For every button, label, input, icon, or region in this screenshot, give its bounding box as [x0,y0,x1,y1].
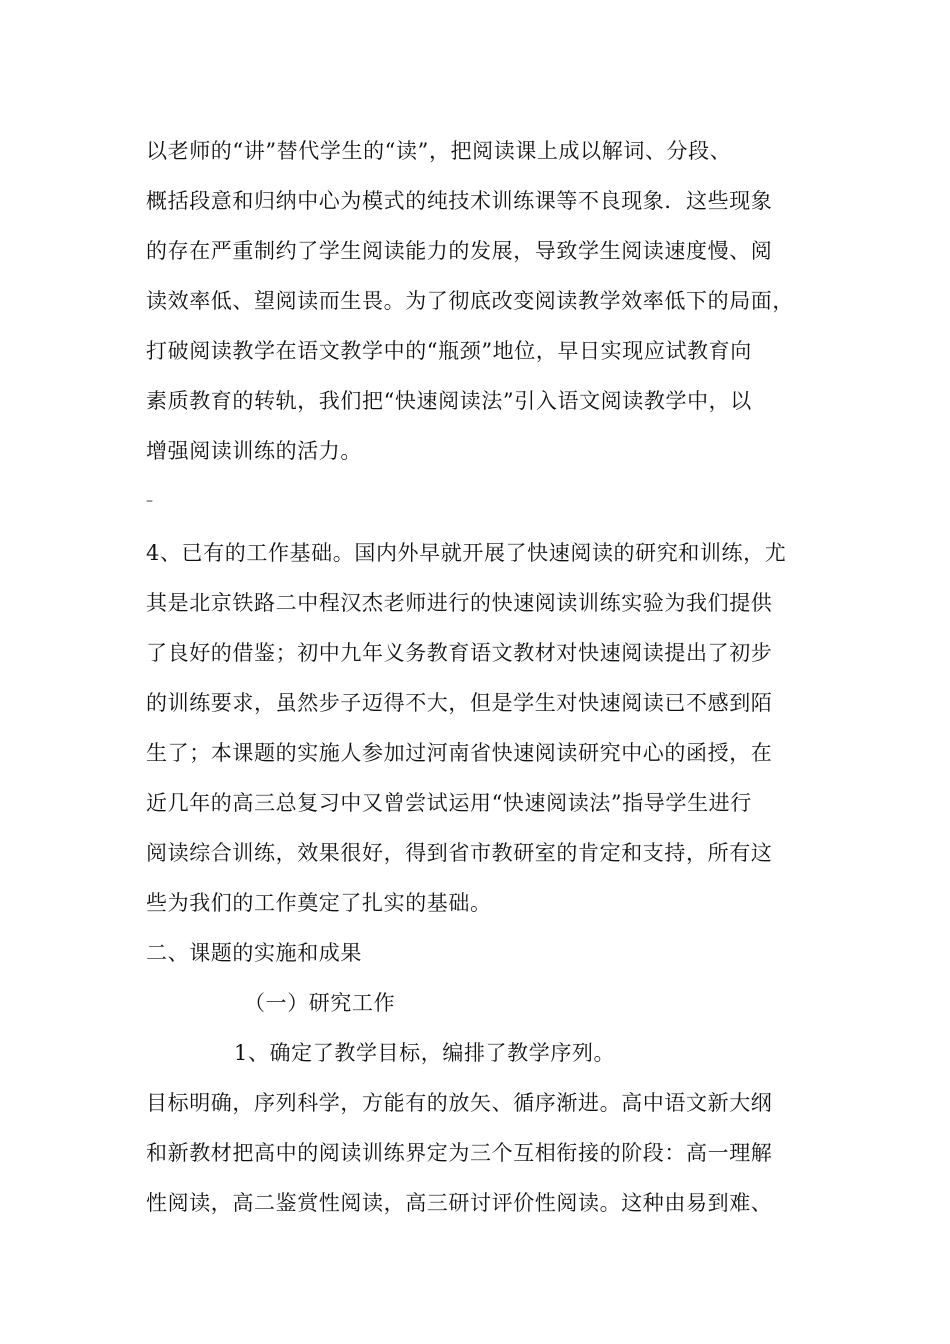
paragraph2-line: 了良好的借鉴；初中九年义务教育语文教材对快速阅读提出了初步 [146,641,773,665]
paragraph2-line: 生了；本课题的实施人参加过河南省快速阅读研究中心的函授，在 [146,741,773,765]
subsection-heading: （一）研究工作 [244,991,396,1015]
paragraph1-line: 的存在严重制约了学生阅读能力的发展，导致学生阅读速度慢、阅 [146,239,773,263]
paragraph2-line: 其是北京铁路二中程汉杰老师进行的快速阅读训练实验为我们提供 [146,591,773,615]
paragraph3-line: 目标明确，序列科学，方能有的放矢、循序渐进。高中语文新大纲 [146,1091,773,1115]
section-heading: 二、课题的实施和成果 [146,941,362,965]
separator-mark: – [146,493,153,509]
paragraph2-line: 4、已有的工作基础。国内外早就开展了快速阅读的研究和训练，尤 [146,541,787,565]
paragraph1-line: 素质教育的转轨，我们把“快速阅读法”引入语文阅读教学中，以 [146,389,752,413]
item-heading: 1、确定了教学目标，编排了教学序列。 [234,1041,616,1065]
paragraph3-line: 性阅读，高二鉴赏性阅读，高三研讨评价性阅读。这种由易到难、 [146,1191,773,1215]
paragraph1-line: 概括段意和归纳中心为模式的纯技术训练课等不良现象．这些现象 [146,189,773,213]
paragraph1-line: 增强阅读训练的活力。 [146,439,362,463]
paragraph2-line: 些为我们的工作奠定了扎实的基础。 [146,891,492,915]
paragraph2-line: 的训练要求，虽然步子迈得不大，但是学生对快速阅读已不感到陌 [146,691,773,715]
paragraph3-line: 和新教材把高中的阅读训练界定为三个互相衔接的阶段：高一理解 [146,1141,773,1165]
paragraph1-line: 打破阅读教学在语文教学中的“瓶颈”地位，早日实现应试教育向 [146,339,752,363]
paragraph1-line: 读效率低、望阅读而生畏。为了彻底改变阅读教学效率低下的局面， [146,289,794,313]
paragraph2-line: 近几年的高三总复习中又曾尝试运用“快速阅读法”指导学生进行 [146,791,752,815]
paragraph1-line: 以老师的“讲”替代学生的“读”，把阅读课上成以解词、分段、 [146,139,732,163]
paragraph2-line: 阅读综合训练，效果很好，得到省市教研室的肯定和支持，所有这 [146,841,773,865]
